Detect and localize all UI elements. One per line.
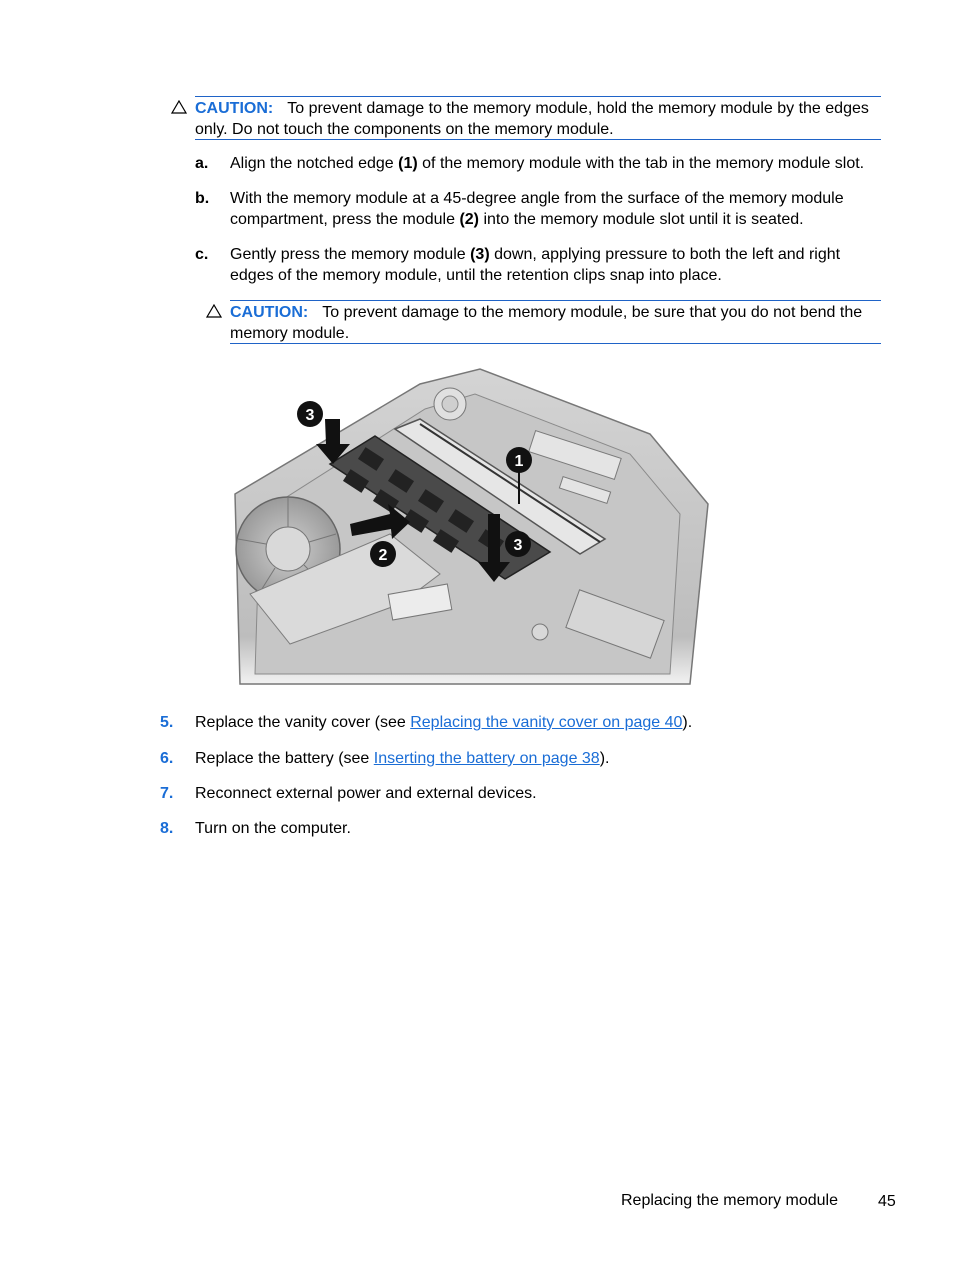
substep-mark: c. [195,246,209,263]
footer-section-title: Replacing the memory module [621,1192,838,1209]
caution-box-2 [230,300,881,344]
substep-mark: a. [195,155,209,172]
substep-text: down, applying pressure to both the left and right edges of the memory module, until the retention clips snap into place. [230,246,841,284]
substep-mark: b. [195,190,210,207]
memory-module-illustration [230,364,710,690]
step-text: Replace the vanity cover (see [195,714,411,731]
svg-text:2: 2 [378,547,388,564]
substep-c [195,244,870,286]
callout-3-right [505,531,531,557]
callout-ref: (3) [470,246,490,263]
caution-label: CAUTION: [230,304,309,321]
substep-b [195,188,870,230]
step-text: ). [682,714,693,731]
step-number: 6. [160,750,174,767]
substep-a [195,153,880,174]
step-8 [160,818,875,839]
step-text: Turn on the computer. [195,820,351,837]
callout-2 [370,541,396,567]
caution-box-1 [195,96,881,140]
callout-ref: (1) [398,155,418,172]
callout-ref: (2) [459,211,479,228]
footer-page-number: 45 [878,1193,896,1210]
caution-triangle-icon [206,304,222,318]
step-text: ). [599,750,610,767]
step-number: 5. [160,714,174,731]
callout-1 [506,447,532,473]
svg-text:3: 3 [305,407,315,424]
caution-text: To prevent damage to the memory module, hold the memory module by the edges only. Do not touch the components on the memory module. [195,100,869,138]
substep-text: Gently press the memory module [230,246,471,263]
substep-text: of the memory module with the tab in the memory module slot. [417,155,865,172]
svg-text:3: 3 [513,537,523,554]
step-5 [160,712,875,733]
caution-text: To prevent damage to the memory module, be sure that you do not bend the memory module. [230,304,863,342]
step-text: Replace the battery (see [195,750,374,767]
caution-label: CAUTION: [195,100,274,117]
step-number: 7. [160,785,174,802]
link-replacing-vanity-cover[interactable]: Replacing the vanity cover on page 40 [410,714,683,731]
step-7 [160,783,875,804]
link-inserting-battery[interactable]: Inserting the battery on page 38 [373,750,600,767]
substep-text: Align the notched edge [230,155,399,172]
callout-3-top [297,401,323,427]
step-6 [160,748,875,769]
svg-text:1: 1 [514,453,524,470]
substep-text: into the memory module slot until it is seated. [479,211,804,228]
caution-triangle-icon [171,100,187,114]
step-number: 8. [160,820,174,837]
substep-text: With the memory module at a 45-degree angle from the surface of the memory module compartment, press the module [230,190,844,228]
step-text: Reconnect external power and external devices. [195,785,537,802]
